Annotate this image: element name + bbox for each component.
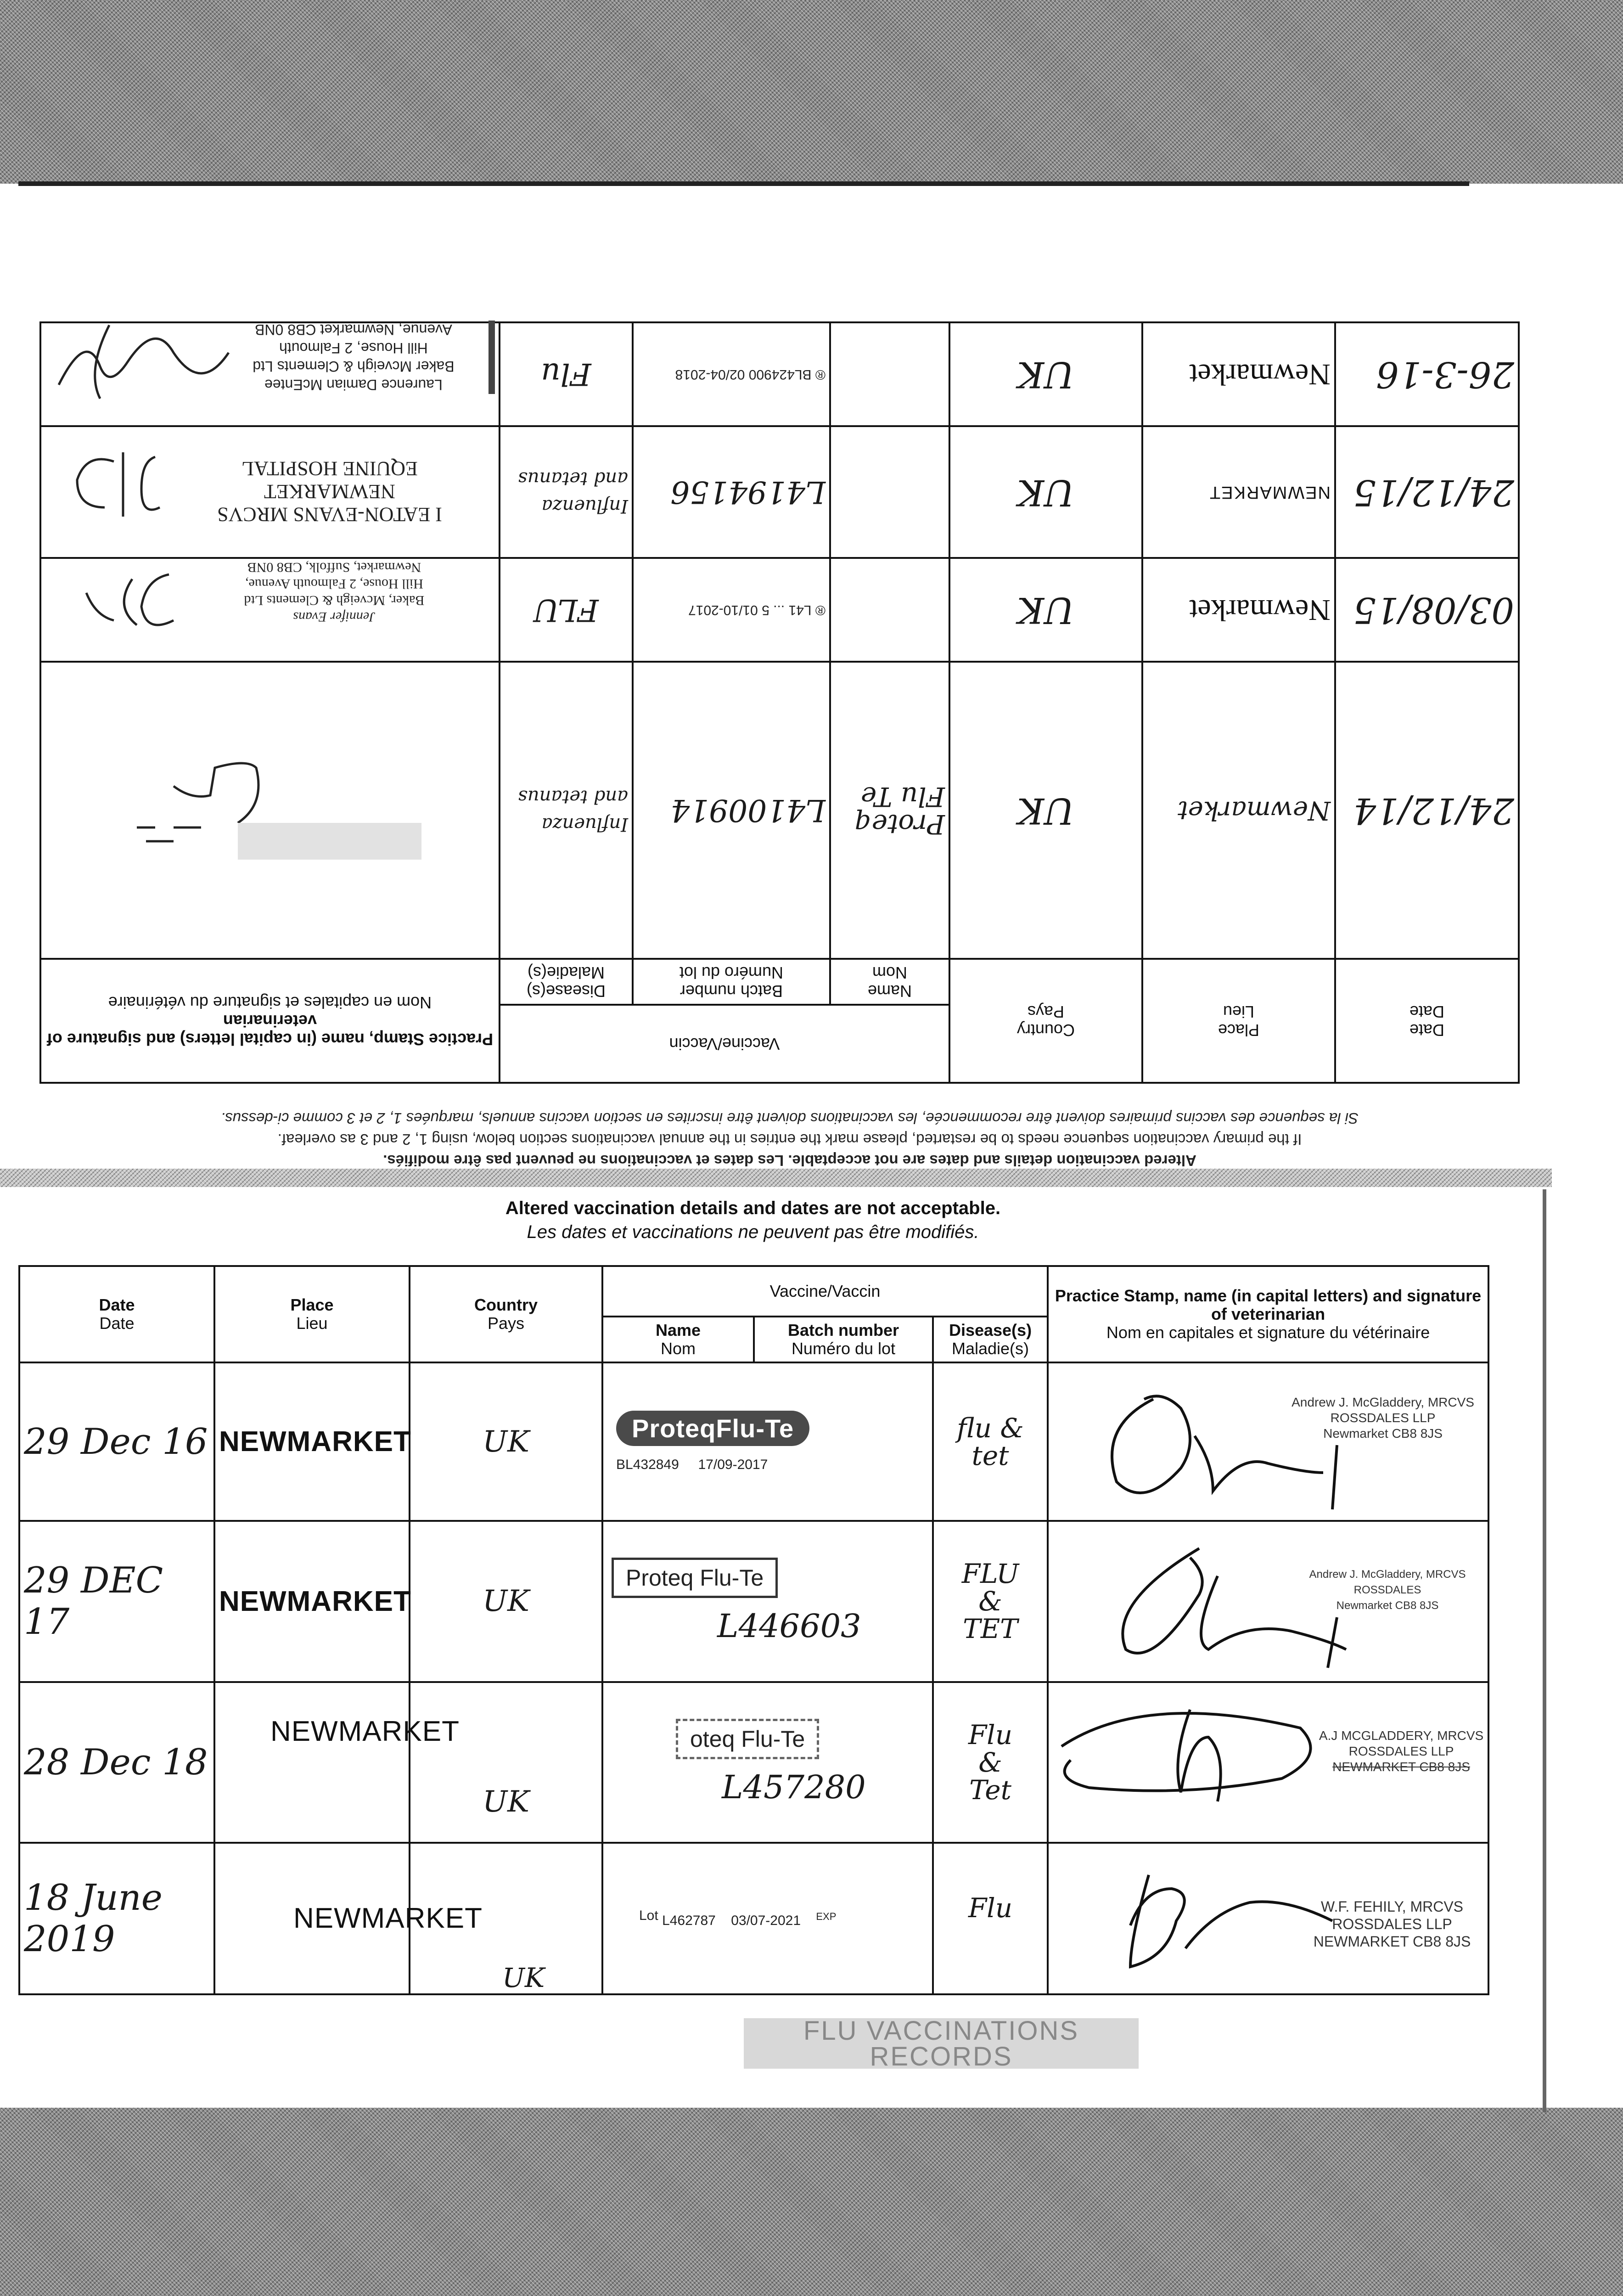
disease-line: & <box>978 1586 1002 1617</box>
practice-stamp <box>174 559 495 625</box>
paper-edge-right <box>1543 1189 1546 2112</box>
vaccine-name-box: Proteq Flu-Te <box>612 1558 778 1598</box>
stamp-line: A.J MCGLADDERY, MRCVS <box>1319 1728 1484 1743</box>
disease-line: tet <box>972 1440 1009 1471</box>
header-disease-fr: Maladie(s) <box>527 963 605 982</box>
row-vaccine-name <box>830 558 949 662</box>
header-disease-en: Disease(s) <box>949 1321 1032 1340</box>
row-date: 18 June 2019 <box>19 1843 214 1994</box>
row-batch: L457280 <box>722 1768 866 1806</box>
row-date: 24/12/14 <box>1335 662 1519 959</box>
stamp-line: Laurence Damian McEntee <box>264 376 443 393</box>
row-batch: ® L41 ... 5 01/10-2017 <box>633 558 830 662</box>
stamp-line: Andrew J. McGladdery, MRCVS <box>1292 1395 1474 1410</box>
header-stamp <box>1048 1266 1488 1362</box>
header-disease <box>933 1317 1048 1362</box>
header-place <box>1142 959 1335 1083</box>
upper-notice-line2: If the primary vaccination sequence needs to be restarted, please mark the entries in the annual vaccinations section below, using 1, 2 and 3 as overleaf. <box>277 1131 1302 1148</box>
header-name-en: Name <box>867 982 912 1001</box>
row-batch: L4100914 <box>633 662 830 959</box>
header-place <box>214 1266 410 1362</box>
header-vaccine: Vaccine/Vaccin <box>602 1266 1048 1317</box>
header-batch-fr: Numéro du lot <box>679 963 784 982</box>
scan-footer-band <box>0 2108 1623 2296</box>
batch-line <box>616 1457 928 1473</box>
row-date: 28 Dec 18 <box>19 1682 214 1843</box>
row-vaccine-label <box>602 1521 933 1682</box>
row-batch: ® BL424900 02/04-2018 <box>633 322 830 426</box>
row-disease: Influenza and tetanus <box>500 426 633 558</box>
row-place: NEWMARKET <box>214 1682 410 1843</box>
header-place-en: Place <box>1218 1021 1260 1040</box>
header-place-fr: Lieu <box>296 1314 328 1333</box>
table-row <box>19 1521 1488 1682</box>
stamp-line: NEWMARKET <box>264 480 395 503</box>
stamp-line: ROSSDALES LLP <box>1330 1411 1436 1425</box>
header-name-fr: Nom <box>872 963 908 982</box>
row-date: 26-3-16 <box>1335 322 1519 426</box>
signature-mark <box>54 434 174 535</box>
lower-vaccination-table <box>18 1265 1488 1995</box>
row-date: 24/12/15 <box>1335 426 1519 558</box>
header-disease-fr: Maladie(s) <box>951 1339 1029 1358</box>
stamp-line: W.F. FEHILY, MRCVS <box>1321 1898 1464 1915</box>
header-stamp-en: Practice Stamp, name (in capital letters) and signature of veterinarian <box>46 1012 494 1049</box>
signature-mark <box>54 538 192 648</box>
header-place-en: Place <box>290 1295 334 1315</box>
row-disease: Influenza and tetanus <box>500 662 633 959</box>
header-name-fr: Nom <box>660 1339 696 1358</box>
row-disease: Flu <box>500 322 633 426</box>
upper-notice-line1: Altered vaccination details and dates are not acceptable. Les dates et vaccinations ne peuvent pas être modifiés. <box>383 1152 1196 1169</box>
stamp-line: Newmarket, Suffolk, CB8 0NB <box>247 560 421 575</box>
scan-fold-band <box>0 1169 1552 1187</box>
header-disease <box>500 959 633 1005</box>
upper-notice-line3: Si la sequence des vaccins primaires doivent être recommencée, les vaccinations doivent être inscrites en section vaccins annuels, marquées 1, 2 et 3 comme ci-dessus. <box>220 1110 1359 1127</box>
practice-stamp <box>1291 1898 1493 1950</box>
row-signature <box>1048 1521 1488 1682</box>
header-batch-en: Batch number <box>680 982 783 1001</box>
vaccine-brand-badge: ProteqFlu-Te <box>616 1411 809 1446</box>
row-signature <box>1048 1682 1488 1843</box>
row-country: UK <box>410 1521 602 1682</box>
header-country <box>410 1266 602 1362</box>
header-country-fr: Pays <box>1027 1002 1065 1021</box>
stamp-line: Newmarket CB8 8JS <box>1336 1599 1439 1612</box>
row-date: 03/08/15 <box>1335 558 1519 662</box>
faded-record-stamp: FLU VACCINATIONS RECORDS <box>744 2018 1139 2069</box>
stamp-line: ROSSDALES LLP <box>1332 1915 1452 1932</box>
row-place: Newmarket <box>1142 558 1335 662</box>
batch-line <box>607 1908 928 1929</box>
header-country-fr: Pays <box>487 1314 525 1333</box>
row-signature <box>1048 1843 1488 1994</box>
header-stamp-fr: Nom en capitales et signature du vétérinaire <box>108 993 432 1012</box>
disease-line: TET <box>963 1613 1018 1645</box>
header-name-en: Name <box>655 1321 701 1340</box>
row-vaccine-name: Proteq Flu Te <box>830 662 949 959</box>
stamp-line: NEWMARKET CB8 8JS <box>1313 1933 1471 1950</box>
row-place: NEWMARKET <box>214 1843 410 1994</box>
row-batch: L462787 <box>662 1913 716 1929</box>
signature-mark <box>45 298 238 417</box>
lower-notice-fr: Les dates et vaccinations ne peuvent pas être modifiés. <box>527 1222 979 1242</box>
stamp-line: ROSSDALES <box>1353 1584 1421 1597</box>
header-date <box>1335 959 1519 1083</box>
row-date: 29 DEC 17 <box>19 1521 214 1682</box>
row-country: UK <box>410 1682 602 1843</box>
disease-line: Tet <box>969 1774 1011 1806</box>
stamp-line: Baker, Mcveigh & Clements Ltd <box>244 593 425 608</box>
row-signature <box>40 558 500 662</box>
header-stamp-fr: Nom en capitales et signature du vétérinaire <box>1106 1323 1430 1342</box>
faded-stamp-mark <box>238 823 421 860</box>
header-vaccine: Vaccine/Vaccin <box>500 1005 949 1083</box>
row-disease <box>933 1843 1048 1994</box>
header-country-en: Country <box>474 1295 538 1315</box>
row-vaccine-label <box>602 1843 933 1994</box>
row-vaccine-label <box>602 1362 933 1521</box>
row-disease <box>933 1682 1048 1843</box>
row-place: NEWMARKET <box>214 1521 410 1682</box>
practice-stamp <box>1291 1567 1484 1614</box>
row-batch: L446603 <box>717 1607 861 1645</box>
stamp-line: Jennifer Evans <box>293 609 376 625</box>
lower-notice <box>18 1196 1488 1244</box>
header-country <box>949 959 1142 1083</box>
stamp-line: EQUINE HOSPITAL <box>241 457 418 480</box>
header-batch-en: Batch number <box>787 1321 899 1340</box>
row-date: 29 Dec 16 <box>19 1362 214 1521</box>
stamp-line: Hill House, 2 Falmouth <box>279 339 428 356</box>
row-expiry: 03/07-2021 <box>731 1913 801 1929</box>
row-signature <box>40 662 500 959</box>
header-batch <box>633 959 830 1005</box>
stamp-line: Andrew J. McGladdery, MRCVS <box>1309 1568 1466 1581</box>
header-stamp <box>40 959 500 1083</box>
header-date-fr: Date <box>1409 1002 1445 1021</box>
row-signature <box>1048 1362 1488 1521</box>
upper-vaccination-table <box>41 321 1520 1084</box>
upper-notice <box>55 1093 1524 1171</box>
table-row <box>19 1682 1488 1843</box>
header-disease-en: Disease(s) <box>526 982 606 1001</box>
disease-line: Flu <box>968 1892 1013 1924</box>
row-signature <box>40 426 500 558</box>
table-row <box>40 322 1519 426</box>
vaccine-name-box: oteq Flu-Te <box>676 1719 819 1759</box>
practice-stamp <box>225 321 495 394</box>
disease-line: Flu <box>968 1719 1013 1750</box>
practice-stamp <box>164 457 495 526</box>
table-row <box>19 1843 1488 1994</box>
row-vaccine-name <box>830 322 949 426</box>
signature-mark <box>1052 1691 1346 1838</box>
row-expiry: 17/09-2017 <box>698 1457 768 1473</box>
disease-line: flu & <box>956 1412 1024 1444</box>
header-country-en: Country <box>1016 1021 1075 1040</box>
header-date <box>19 1266 214 1362</box>
row-country: UK <box>949 322 1142 426</box>
row-country: UK <box>410 1843 602 1994</box>
stamp-line: Newmarket CB8 8JS <box>1323 1426 1443 1441</box>
row-country: UK <box>949 558 1142 662</box>
row-country: UK <box>949 662 1142 959</box>
header-place-fr: Lieu <box>1223 1002 1255 1021</box>
signature-mark <box>45 745 495 878</box>
stamp-line: NEWMARKET CB8 8JS <box>1332 1759 1470 1774</box>
header-date-fr: Date <box>99 1314 135 1333</box>
row-disease <box>933 1521 1048 1682</box>
row-place: Newmarket <box>1142 662 1335 959</box>
header-name <box>830 959 949 1005</box>
disease-line: FLU <box>961 1558 1019 1590</box>
stamp-line: I EATON-EVANS MRCVS <box>217 503 442 526</box>
lower-notice-en: Altered vaccination details and dates are not acceptable. <box>505 1198 1001 1218</box>
stamp-line: Hill House, 2 Falmouth Avenue, <box>245 576 423 592</box>
stamp-line: Baker Mcveigh & Clements Ltd <box>253 358 455 375</box>
row-place: Newmarket <box>1142 322 1335 426</box>
header-stamp-en: Practice Stamp, name (in capital letters) and signature of veterinarian <box>1055 1286 1482 1324</box>
stamp-line: Avenue, Newmarket CB8 0NB <box>255 321 452 338</box>
header-batch <box>754 1317 933 1362</box>
row-country: UK <box>410 1362 602 1521</box>
row-vaccine-name <box>830 426 949 558</box>
table-row <box>19 1362 1488 1521</box>
row-disease <box>933 1362 1048 1521</box>
row-place: NEWMARKET <box>214 1362 410 1521</box>
header-name <box>602 1317 754 1362</box>
row-place: NEWMARKET <box>1142 426 1335 558</box>
stamp-line: ROSSDALES LLP <box>1348 1744 1454 1758</box>
exp-label: EXP <box>816 1911 837 1923</box>
header-batch-fr: Numéro du lot <box>791 1339 896 1358</box>
row-signature <box>40 322 500 426</box>
row-country: UK <box>949 426 1142 558</box>
disease-line: & <box>978 1746 1002 1778</box>
header-date-en: Date <box>99 1295 135 1315</box>
practice-stamp <box>1309 1728 1493 1775</box>
signature-mark <box>1080 1372 1365 1519</box>
row-vaccine-label <box>602 1682 933 1843</box>
practice-stamp <box>1282 1395 1484 1441</box>
paper-edge-top <box>18 181 1469 186</box>
table-row <box>40 558 1519 662</box>
scan-header-band <box>0 0 1623 184</box>
table-row <box>40 426 1519 558</box>
row-disease: FLU <box>500 558 633 662</box>
table-row <box>40 662 1519 959</box>
lot-label: Lot <box>639 1908 658 1924</box>
row-batch: L4194156 <box>633 426 830 558</box>
header-date-en: Date <box>1409 1021 1445 1040</box>
row-batch: BL432849 <box>616 1457 679 1473</box>
